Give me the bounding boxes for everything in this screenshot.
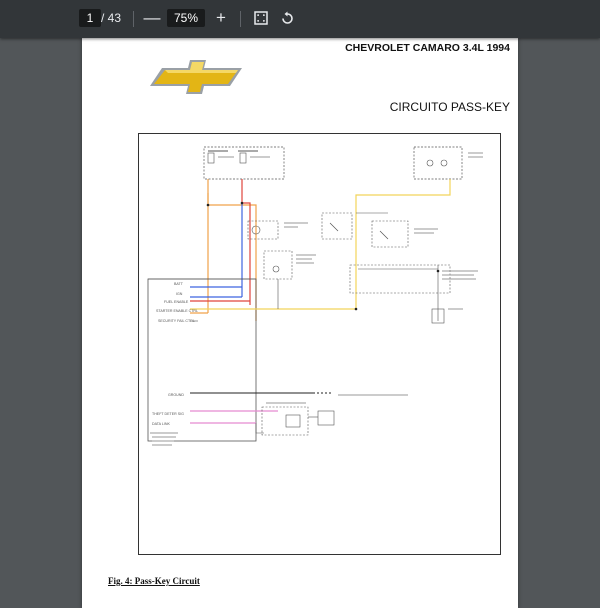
svg-text:STARTER ENABLE CTRL: STARTER ENABLE CTRL — [156, 309, 199, 313]
document-header-title: CHEVROLET CAMARO 3.4L 1994 — [345, 42, 510, 54]
svg-text:BATT: BATT — [174, 282, 183, 286]
svg-text:IGN: IGN — [176, 292, 183, 296]
toolbar-divider — [240, 11, 241, 27]
zoom-level-input[interactable]: 75% — [167, 9, 205, 27]
rotate-button[interactable] — [276, 7, 298, 29]
wiring-diagram — [138, 133, 501, 555]
svg-text:GROUND: GROUND — [168, 393, 184, 397]
fit-page-icon — [254, 11, 268, 25]
figure-caption: Fig. 4: Pass-Key Circuit — [108, 576, 200, 586]
section-title: CIRCUITO PASS-KEY — [389, 100, 510, 114]
page-number-input[interactable]: 1 — [79, 9, 101, 27]
zoom-out-button[interactable]: — — [143, 8, 161, 27]
svg-text:FUEL ENABLE: FUEL ENABLE — [164, 300, 189, 304]
zoom-in-button[interactable]: + — [216, 8, 226, 27]
page-total-label: / 43 — [101, 11, 122, 25]
toolbar-divider — [133, 11, 134, 27]
rotate-icon — [280, 11, 295, 26]
fit-to-page-button[interactable] — [250, 7, 272, 29]
chevrolet-logo — [148, 60, 244, 94]
svg-text:DATA LINK: DATA LINK — [152, 422, 170, 426]
pdf-toolbar — [0, 0, 600, 38]
svg-text:THEFT DETER SIG: THEFT DETER SIG — [152, 412, 184, 416]
svg-text:SECURITY FAIL CTRL: SECURITY FAIL CTRL — [158, 319, 195, 323]
